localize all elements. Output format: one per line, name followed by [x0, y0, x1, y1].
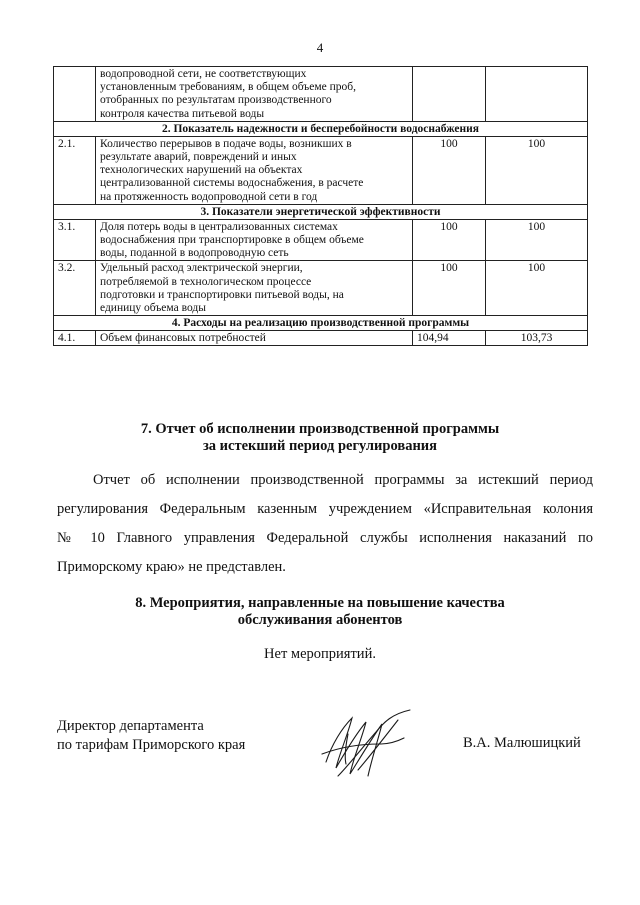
section8-heading-line2: обслуживания абонентов [237, 612, 403, 628]
value-plan [413, 67, 486, 122]
description-line: потребляемой в технологическом процессе [100, 275, 312, 288]
description-line: Объем финансовых потребностей [100, 332, 266, 345]
value-fact: 100 [486, 261, 588, 316]
value-plan: 104,94 [413, 331, 486, 346]
value-plan: 100 [413, 261, 486, 316]
table-row [54, 136, 588, 204]
description-line: Количество перерывов в подаче воды, возникших в [100, 137, 352, 150]
value-plan: 100 [413, 219, 486, 261]
row-description [96, 219, 413, 261]
section7-paragraph-line: № 10 Главного управления Федеральной службы исполнения наказаний по [57, 530, 593, 546]
description-line: на протяженность водопроводной сети в год [100, 190, 318, 203]
table-row [54, 67, 588, 122]
table-row [54, 219, 588, 261]
row-number: 3.2. [54, 261, 96, 316]
table-section-row [54, 204, 588, 219]
value-fact [486, 67, 588, 122]
description-line: централизованной системы водоснабжения, в расчете [100, 177, 364, 190]
row-number: 4.1. [54, 331, 96, 346]
section8-text: Нет мероприятий. [264, 646, 376, 662]
signatory-position [57, 717, 245, 755]
table-section-row [54, 316, 588, 331]
description-line: водоснабжения при транспортировке в общем объеме [100, 234, 364, 247]
section7-paragraph-line: Приморскому краю» не представлен. [57, 559, 286, 575]
description-line: воды, поданной в водопроводную сеть [100, 247, 289, 260]
section-title: 2. Показатель надежности и бесперебойности водоснабжения [54, 121, 588, 136]
value-plan: 100 [413, 136, 486, 204]
section-title: 4. Расходы на реализацию производственной программы [54, 316, 588, 331]
section8-heading-line1: 8. Мероприятия, направленные на повышение качества [135, 595, 505, 611]
row-description [96, 67, 413, 122]
handwritten-signature [318, 704, 418, 782]
section7-heading-line1: 7. Отчет об исполнении производственной программы [140, 421, 500, 437]
signatory-name: В.А. Малюшицкий [463, 735, 581, 751]
value-fact: 100 [486, 219, 588, 261]
signatory-position-line2: по тарифам Приморского края [57, 737, 246, 753]
description-line: подготовки и транспортировки питьевой воды, на [100, 288, 344, 301]
section-title: 3. Показатели энергетической эффективности [54, 204, 588, 219]
description-line: технологических нарушений на объектах [100, 164, 303, 177]
table-row [54, 261, 588, 316]
section7-paragraph-line: Отчет об исполнении производственной программы за истекший период [93, 472, 593, 488]
row-number [54, 67, 96, 122]
row-description [96, 261, 413, 316]
description-line: Доля потерь воды в централизованных системах [100, 220, 338, 233]
description-line: водопроводной сети, не соответствующих [100, 68, 307, 80]
indicators-table-body [54, 67, 588, 346]
section7-paragraph [57, 466, 593, 582]
signatory-position-line1: Директор департамента [57, 718, 204, 734]
description-line: установленным требованиям, в общем объеме проб, [100, 81, 356, 94]
row-description [96, 136, 413, 204]
section7-heading-line2: за истекший период регулирования [202, 438, 438, 454]
row-number: 3.1. [54, 219, 96, 261]
table-section-row [54, 121, 588, 136]
description-line: единицу объема воды [100, 302, 206, 315]
indicators-table [53, 66, 588, 346]
table-row [54, 331, 588, 346]
value-fact: 100 [486, 136, 588, 204]
description-line: отобранных по результатам производственного [100, 94, 332, 107]
description-line: Удельный расход электрической энергии, [100, 262, 303, 275]
section8-heading [0, 595, 640, 629]
section7-heading [0, 421, 640, 455]
page-number: 4 [316, 40, 324, 55]
section7-paragraph-line: регулирования Федеральным казенным учреждением «Исправительная колония [57, 501, 593, 517]
value-fact: 103,73 [486, 331, 588, 346]
description-line: результате аварий, повреждений и иных [100, 151, 297, 164]
row-number: 2.1. [54, 136, 96, 204]
description-line: контроля качества питьевой воды [100, 107, 265, 120]
row-description [96, 331, 413, 346]
